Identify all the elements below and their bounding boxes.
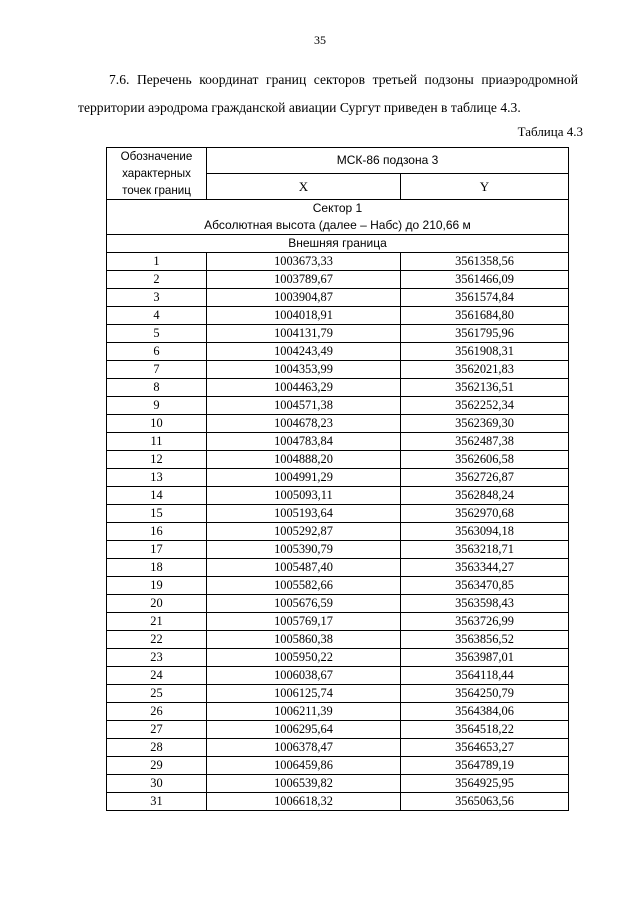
- x-value-cell: 1006459,86: [207, 757, 401, 775]
- table-row: [107, 271, 569, 289]
- table-row: [107, 253, 569, 271]
- y-value-cell: 3562369,30: [401, 415, 569, 433]
- x-value-cell: 1005769,17: [207, 613, 401, 631]
- point-number-cell: 10: [107, 415, 207, 433]
- table-row: [107, 739, 569, 757]
- point-number-cell: 1: [107, 253, 207, 271]
- x-value-cell: 1004991,29: [207, 469, 401, 487]
- y-value-cell: 3564518,22: [401, 721, 569, 739]
- x-value-cell: 1004888,20: [207, 451, 401, 469]
- x-value-cell: 1006618,32: [207, 793, 401, 811]
- coordinates-table: [106, 147, 569, 811]
- point-number-cell: 11: [107, 433, 207, 451]
- table-row: [107, 667, 569, 685]
- table-row: [107, 487, 569, 505]
- point-number-cell: 27: [107, 721, 207, 739]
- x-column-header: X: [207, 174, 401, 200]
- point-number-cell: 24: [107, 667, 207, 685]
- y-value-cell: 3563598,43: [401, 595, 569, 613]
- point-number-cell: 9: [107, 397, 207, 415]
- point-number-cell: 31: [107, 793, 207, 811]
- x-value-cell: 1005093,11: [207, 487, 401, 505]
- point-number-cell: 25: [107, 685, 207, 703]
- x-value-cell: 1004243,49: [207, 343, 401, 361]
- point-number-cell: 3: [107, 289, 207, 307]
- x-value-cell: 1006378,47: [207, 739, 401, 757]
- y-value-cell: 3562136,51: [401, 379, 569, 397]
- y-value-cell: 3562487,38: [401, 433, 569, 451]
- x-value-cell: 1004131,79: [207, 325, 401, 343]
- x-value-cell: 1006539,82: [207, 775, 401, 793]
- y-value-cell: 3563470,85: [401, 577, 569, 595]
- x-value-cell: 1004783,84: [207, 433, 401, 451]
- point-number-cell: 2: [107, 271, 207, 289]
- x-value-cell: 1005193,64: [207, 505, 401, 523]
- table-row: [107, 577, 569, 595]
- section-cell: [107, 200, 569, 235]
- y-value-cell: 3563856,52: [401, 631, 569, 649]
- point-number-cell: 13: [107, 469, 207, 487]
- x-value-cell: 1004018,91: [207, 307, 401, 325]
- table-row: [107, 433, 569, 451]
- point-number-cell: 23: [107, 649, 207, 667]
- table-row: [107, 649, 569, 667]
- table-row: [107, 343, 569, 361]
- point-number-cell: 15: [107, 505, 207, 523]
- y-value-cell: 3563344,27: [401, 559, 569, 577]
- y-column-header: Y: [401, 174, 569, 200]
- y-value-cell: 3562606,58: [401, 451, 569, 469]
- point-label-line: точек границ: [122, 184, 191, 197]
- point-number-cell: 14: [107, 487, 207, 505]
- table-row: [107, 631, 569, 649]
- y-value-cell: 3564250,79: [401, 685, 569, 703]
- point-number-cell: 22: [107, 631, 207, 649]
- y-value-cell: 3564925,95: [401, 775, 569, 793]
- table-row: [107, 397, 569, 415]
- table-row: [107, 505, 569, 523]
- x-value-cell: 1006295,64: [207, 721, 401, 739]
- table-row: [107, 379, 569, 397]
- point-number-cell: 5: [107, 325, 207, 343]
- table-row: [107, 469, 569, 487]
- point-number-cell: 29: [107, 757, 207, 775]
- x-value-cell: 1004353,99: [207, 361, 401, 379]
- point-number-cell: 4: [107, 307, 207, 325]
- table-row: [107, 721, 569, 739]
- y-value-cell: 3564384,06: [401, 703, 569, 721]
- y-value-cell: 3562252,34: [401, 397, 569, 415]
- table-row: [107, 703, 569, 721]
- x-value-cell: 1006211,39: [207, 703, 401, 721]
- point-number-cell: 7: [107, 361, 207, 379]
- point-label-header: [107, 148, 207, 200]
- point-number-cell: 26: [107, 703, 207, 721]
- x-value-cell: 1005582,66: [207, 577, 401, 595]
- point-number-cell: 17: [107, 541, 207, 559]
- coord-system-header: МСК-86 подзона 3: [207, 148, 569, 174]
- x-value-cell: 1005487,40: [207, 559, 401, 577]
- point-number-cell: 6: [107, 343, 207, 361]
- y-value-cell: 3564789,19: [401, 757, 569, 775]
- header-row-top: [107, 148, 569, 174]
- table-row: [107, 523, 569, 541]
- table-row: [107, 775, 569, 793]
- point-number-cell: 8: [107, 379, 207, 397]
- x-value-cell: 1003904,87: [207, 289, 401, 307]
- table-row: [107, 559, 569, 577]
- x-value-cell: 1003673,33: [207, 253, 401, 271]
- y-value-cell: 3562726,87: [401, 469, 569, 487]
- y-value-cell: 3561466,09: [401, 271, 569, 289]
- x-value-cell: 1006038,67: [207, 667, 401, 685]
- x-value-cell: 1005950,22: [207, 649, 401, 667]
- x-value-cell: 1004678,23: [207, 415, 401, 433]
- y-value-cell: 3565063,56: [401, 793, 569, 811]
- table-row: [107, 757, 569, 775]
- section-title: Сектор 1: [312, 201, 363, 215]
- point-number-cell: 21: [107, 613, 207, 631]
- point-number-cell: 12: [107, 451, 207, 469]
- section-subtitle: Абсолютная высота (далее – Набс) до 210,66 м: [204, 218, 471, 232]
- table-row: [107, 685, 569, 703]
- table-row: [107, 451, 569, 469]
- point-number-cell: 28: [107, 739, 207, 757]
- table-caption: Таблица 4.3: [517, 124, 583, 139]
- y-value-cell: 3561795,96: [401, 325, 569, 343]
- x-value-cell: 1004571,38: [207, 397, 401, 415]
- y-value-cell: 3562021,83: [401, 361, 569, 379]
- point-label-line: Обозначение: [120, 150, 193, 163]
- y-value-cell: 3563987,01: [401, 649, 569, 667]
- table-row: [107, 613, 569, 631]
- x-value-cell: 1005390,79: [207, 541, 401, 559]
- table-row: [107, 325, 569, 343]
- point-label-line: характерных: [122, 167, 191, 180]
- y-value-cell: 3561684,80: [401, 307, 569, 325]
- y-value-cell: 3563218,71: [401, 541, 569, 559]
- intro-paragraph: 7.6. Перечень координат границ секторов третьей подзоны приаэродромной территории аэродрома гражданской авиации Сургут приведен в таблице 4.3.: [78, 72, 578, 115]
- table-row: [107, 415, 569, 433]
- point-number-cell: 16: [107, 523, 207, 541]
- section-row: [107, 200, 569, 235]
- table-row: [107, 541, 569, 559]
- x-value-cell: 1005860,38: [207, 631, 401, 649]
- point-number-cell: 20: [107, 595, 207, 613]
- x-value-cell: 1003789,67: [207, 271, 401, 289]
- y-value-cell: 3563094,18: [401, 523, 569, 541]
- y-value-cell: 3561908,31: [401, 343, 569, 361]
- table-row: [107, 307, 569, 325]
- x-value-cell: 1005292,87: [207, 523, 401, 541]
- y-value-cell: 3564653,27: [401, 739, 569, 757]
- x-value-cell: 1006125,74: [207, 685, 401, 703]
- x-value-cell: 1004463,29: [207, 379, 401, 397]
- point-number-cell: 30: [107, 775, 207, 793]
- table-row: [107, 289, 569, 307]
- y-value-cell: 3561358,56: [401, 253, 569, 271]
- y-value-cell: 3564118,44: [401, 667, 569, 685]
- y-value-cell: 3563726,99: [401, 613, 569, 631]
- y-value-cell: 3562970,68: [401, 505, 569, 523]
- table-row: [107, 361, 569, 379]
- y-value-cell: 3561574,84: [401, 289, 569, 307]
- table-row: [107, 595, 569, 613]
- point-number-cell: 18: [107, 559, 207, 577]
- y-value-cell: 3562848,24: [401, 487, 569, 505]
- x-value-cell: 1005676,59: [207, 595, 401, 613]
- boundary-label: Внешняя граница: [107, 235, 569, 253]
- point-number-cell: 19: [107, 577, 207, 595]
- boundary-row: [107, 235, 569, 253]
- table-row: [107, 793, 569, 811]
- page-number: 35: [314, 33, 326, 47]
